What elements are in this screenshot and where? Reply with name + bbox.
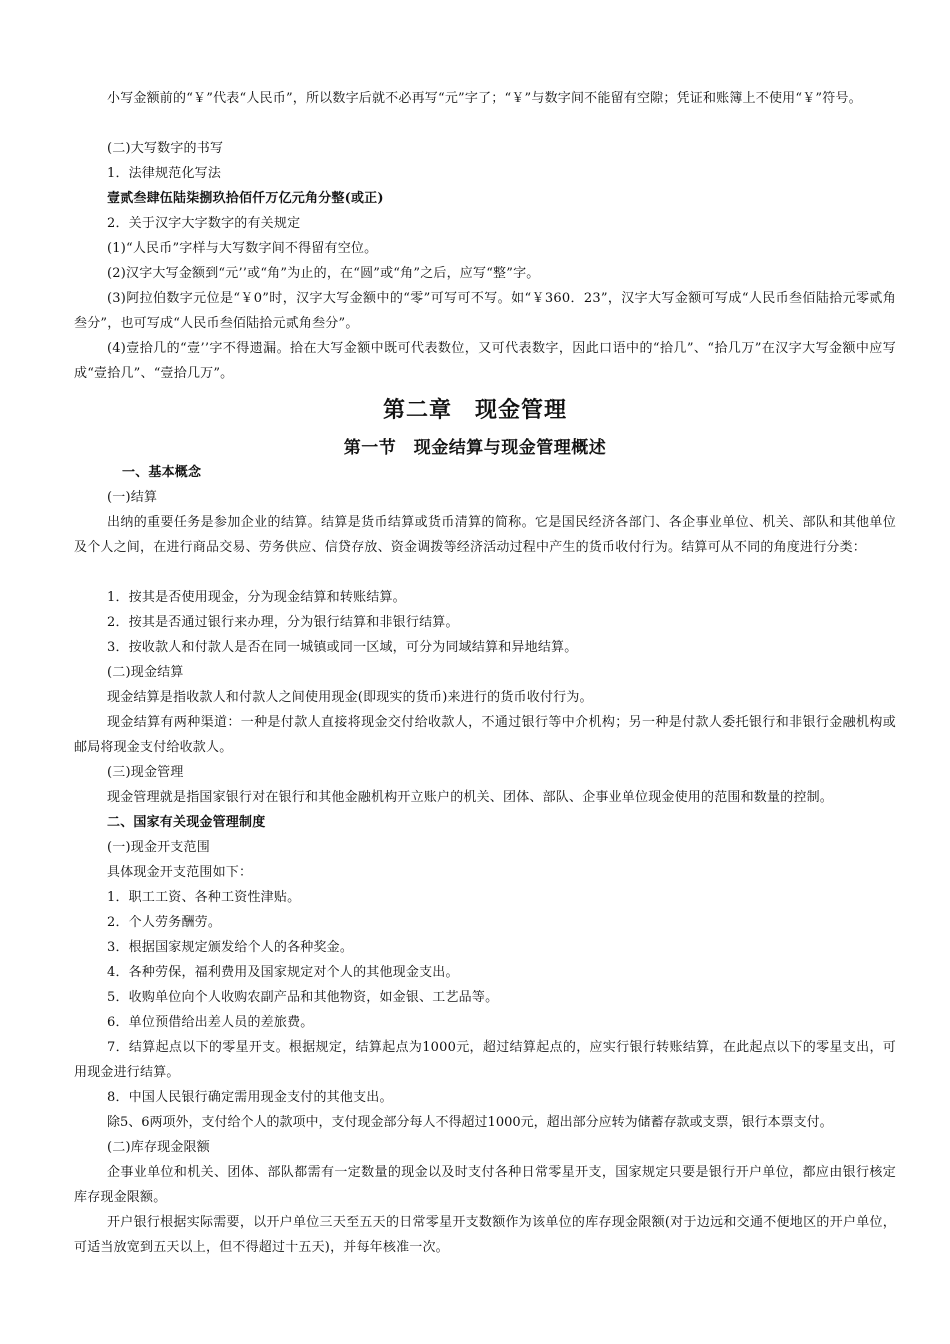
scope-item-7: 7．结算起点以下的零星开支。根据规定，结算起点为1000元，超过结算起点的，应实行银行转账结算，在此起点以下的零星支出，可用现金进行结算。 (74, 1040, 896, 1080)
heading-cash-management: (三)现金管理 (107, 765, 184, 780)
paragraph-cash-limit: 企事业单位和机关、团体、部队都需有一定数量的现金以及时支付各种日常零星开支，国家规定只要是银行开户单位，都应由银行核定库存现金限额。 (74, 1165, 896, 1205)
item-chinese-digit-rules: 2．关于汉字大字数字的有关规定 (107, 216, 301, 231)
rule-2: (2)汉字大写金额到“元’’或“角”为止的，在“圆”或“角”之后，应写“整”字。 (107, 266, 540, 281)
rule-1: (1)“人民币”字样与大写数字间不得留有空位。 (107, 241, 378, 256)
paragraph-settlement: 出纳的重要任务是参加企业的结算。结算是货币结算或货币清算的简称。它是国民经济各部门、各企事业单位、机关、部队和其他单位及个人之间，在进行商品交易、劳务供应、信贷存放、资金调拨等经济活动过程中产生的货币收付行为。结算可从不同的角度进行分类： (74, 515, 896, 555)
scope-item-5: 5．收购单位向个人收购农副产品和其他物资，如金银、工艺品等。 (107, 990, 499, 1005)
heading-cash-settlement: (二)现金结算 (107, 665, 184, 680)
section-title: 第一节 现金结算与现金管理概述 (343, 438, 607, 458)
rule-4: (4)壹拾几的“壹’’字不得遗漏。拾在大写金额中既可代表数位，又可代表数字，因此口语中的“拾几”、“拾几万”在汉字大写金额中应写成“壹拾几”、“壹拾几万”。 (74, 341, 896, 381)
settlement-type-3: 3．按收款人和付款人是否在同一城镇或同一区域，可分为同域结算和异地结算。 (107, 640, 578, 655)
item-legal-writing: 1．法律规范化写法 (107, 166, 222, 181)
settlement-type-1: 1．按其是否使用现金，分为现金结算和转账结算。 (107, 590, 406, 605)
paragraph-yuan-symbol: 小写金额前的“￥”代表“人民币”，所以数字后就不必再写“元”字了；“￥”与数字间不能留有空隙；凭证和账簿上不使用“￥”符号。 (107, 91, 862, 106)
heading-cash-limit: (二)库存现金限额 (107, 1140, 210, 1155)
paragraph-cash-management: 现金管理就是指国家银行对在银行和其他金融机构开立账户的机关、团体、部队、企事业单位现金使用的范围和数量的控制。 (107, 790, 834, 805)
scope-item-4: 4．各种劳保，福利费用及国家规定对个人的其他现金支出。 (107, 965, 459, 980)
heading-expense-scope: (一)现金开支范围 (107, 840, 210, 855)
settlement-type-2: 2．按其是否通过银行来办理，分为银行结算和非银行结算。 (107, 615, 459, 630)
paragraph-cash-channels: 现金结算有两种渠道：一种是付款人直接将现金交付给收款人，不通过银行等中介机构；另一种是付款人委托银行和非银行金融机构或邮局将现金支付给收款人。 (74, 715, 896, 755)
heading-uppercase-numbers: (二)大写数字的书写 (107, 141, 224, 156)
rule-3: (3)阿拉伯数字元位是“￥0”时，汉字大写金额中的“零”可写可不写。如“￥360．23”，汉字大写金额可写成“人民币叁佰陆拾元零贰角叁分”，也可写成“人民币叁佰陆拾元贰角叁分”。 (74, 291, 896, 331)
paragraph-cash-settlement: 现金结算是指收款人和付款人之间使用现金(即现实的货币)来进行的货币收付行为。 (107, 690, 593, 705)
paragraph-payment-limit: 除5、6两项外，支付给个人的款项中，支付现金部分每人不得超过1000元，超出部分应转为储蓄存款或支票，银行本票支付。 (107, 1115, 833, 1130)
scope-item-8: 8．中国人民银行确定需用现金支付的其他支出。 (107, 1090, 393, 1105)
scope-item-6: 6．单位预借给出差人员的差旅费。 (107, 1015, 314, 1030)
uppercase-digits-line: 壹贰叁肆伍陆柒捌玖拾佰仟万亿元角分整(或正) (107, 191, 384, 206)
chapter-title: 第二章 现金管理 (382, 397, 567, 423)
heading-basic-concepts: 一、基本概念 (122, 465, 202, 480)
paragraph-bank-approval: 开户银行根据实际需要，以开户单位三天至五天的日常零星开支数额作为该单位的库存现金限额(对于边远和交通不便地区的开户单位，可适当放宽到五天以上，但不得超过十五天)，并每年核准一次。 (74, 1215, 896, 1255)
scope-item-1: 1．职工工资、各种工资性津贴。 (107, 890, 301, 905)
heading-national-system: 二、国家有关现金管理制度 (107, 815, 266, 830)
scope-item-3: 3．根据国家规定颁发给个人的各种奖金。 (107, 940, 354, 955)
paragraph-scope-intro: 具体现金开支范围如下： (107, 865, 253, 880)
heading-settlement: (一)结算 (107, 490, 158, 505)
scope-item-2: 2．个人劳务酬劳。 (107, 915, 222, 930)
